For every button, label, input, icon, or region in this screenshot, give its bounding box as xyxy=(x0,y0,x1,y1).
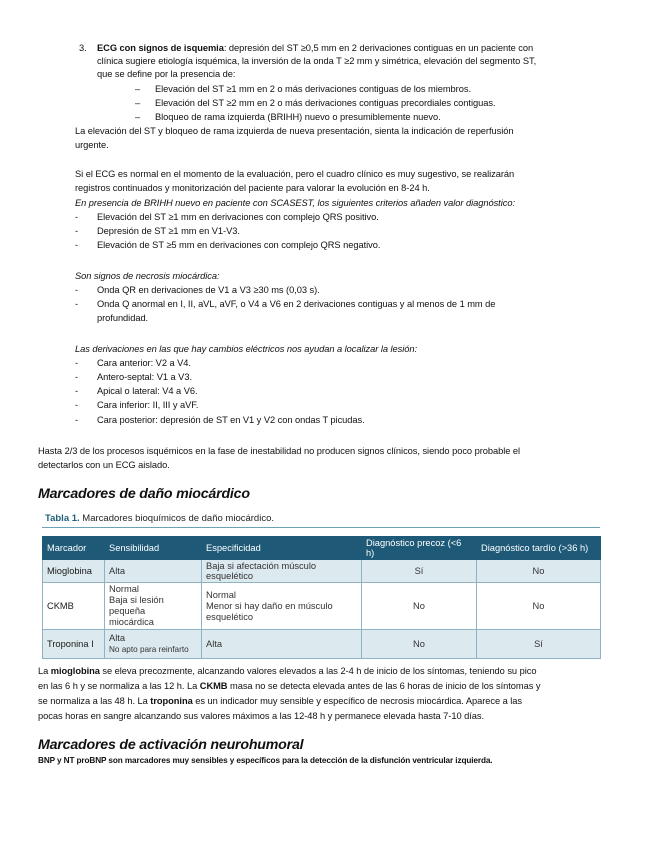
text-run: La xyxy=(38,666,51,676)
bullet-item: Elevación de ST ≥5 mm en derivaciones con complejo QRS negativo. xyxy=(97,240,381,250)
text-run: masa no se detecta elevada antes de las 6 horas de inicio de los síntomas y xyxy=(227,681,541,691)
cell-especificidad xyxy=(202,583,362,630)
text-run: se eleva precozmente, alcanzando valores elevados a las 2-4 h de inicio de los síntomas, teniendo su pico xyxy=(99,666,537,676)
list-item-line: que se define por la presencia de: xyxy=(97,69,236,79)
paragraph-line: La elevación del ST y bloqueo de rama izquierda de nueva presentación, sienta la indicación de reperfusión xyxy=(75,126,514,136)
bold-term: troponina xyxy=(150,696,193,706)
paragraph-line: pocas horas en sangre alcanzando sus valores máximos a las 12-48 h y permanece elevada hasta 7-10 días. xyxy=(38,711,485,721)
dash-marker: – xyxy=(135,84,141,94)
table-header-row xyxy=(43,537,601,560)
list-item-line: clínica sugiere etiología isquémica, la inversión de la onda T ≥2 mm y simétrica, elevación del segmento ST, xyxy=(97,56,537,66)
cell-precoz: Sí xyxy=(362,560,477,583)
cell-line: Menor si hay daño en músculo xyxy=(206,600,333,611)
cell-line: Alta xyxy=(109,633,126,643)
cell-tardio: No xyxy=(477,560,601,583)
table-row xyxy=(43,583,601,630)
bullet-item: Onda Q anormal en I, II, aVL, aVF, o V4 a V6 en 2 derivaciones contiguas y al menos de 1 mm de xyxy=(97,299,496,309)
bullet-item-continuation: profundidad. xyxy=(97,313,149,323)
bullet-marker: - xyxy=(75,358,79,368)
text-run: se normaliza a las 48 h. La xyxy=(38,696,151,706)
caption-label: Tabla 1. xyxy=(45,513,80,524)
header-cell: Diagnóstico tardío (>36 h) xyxy=(477,537,601,560)
text-run: : depresión del ST ≥0,5 mm en 2 derivaciones contiguas en un paciente con xyxy=(223,43,534,53)
paragraph-line: urgente. xyxy=(75,140,109,150)
table-row xyxy=(43,560,601,583)
cell-line: miocárdica xyxy=(109,617,154,627)
bullet-marker: - xyxy=(75,299,79,309)
table-caption xyxy=(45,513,274,524)
list-item-line xyxy=(97,42,533,54)
cell-sensibilidad xyxy=(105,630,202,659)
bullet-item: Cara posterior: depresión de ST en V1 y V2 con ondas T picudas. xyxy=(97,415,365,425)
list-number: 3. xyxy=(79,43,87,53)
italic-intro: Son signos de necrosis miocárdica: xyxy=(75,271,220,281)
bullet-item: Elevación del ST ≥1 mm en derivaciones con complejo QRS positivo. xyxy=(97,212,379,222)
bullet-marker: - xyxy=(75,285,79,295)
paragraph-line: Hasta 2/3 de los procesos isquémicos en la fase de inestabilidad no producen signos clínicos, siendo poco probable el xyxy=(38,446,521,456)
paragraph-line: detectarlos con un ECG aislado. xyxy=(38,460,170,470)
bullet-marker: - xyxy=(75,212,79,222)
bold-term: CKMB xyxy=(199,681,228,691)
bullet-item: Apical o lateral: V4 a V6. xyxy=(97,386,198,396)
paragraph-line: registros continuados y monitorización del paciente para valorar la evolución en 8-24 h. xyxy=(75,183,430,193)
bullet-marker: - xyxy=(75,226,79,236)
header-cell: Marcador xyxy=(43,537,105,560)
cell-line: Baja si lesión pequeña xyxy=(109,595,164,616)
cell-tardio: Sí xyxy=(477,630,601,659)
bullet-marker: - xyxy=(75,400,79,410)
bullet-item: Antero-septal: V1 a V3. xyxy=(97,372,192,382)
cell-especificidad: Alta xyxy=(202,630,362,659)
paragraph-line xyxy=(38,695,522,707)
paragraph-line: Si el ECG es normal en el momento de la evaluación, pero el cuadro clínico es muy sugestivo, se realizarán xyxy=(75,169,515,179)
markers-table xyxy=(42,536,601,659)
paragraph-line: BNP y NT proBNP son marcadores muy sensibles y específicos para la detección de la disfunción ventricular izquierda. xyxy=(38,756,493,765)
text-run: es un indicador muy sensible y específico de necrosis miocárdica. Aparece a las xyxy=(192,696,523,706)
cell-line: esquelético xyxy=(206,611,254,622)
cell-marcador: Troponina I xyxy=(43,630,105,659)
bullet-item: Cara anterior: V2 a V4. xyxy=(97,358,191,368)
caption-rule xyxy=(42,527,600,528)
bold-term: mioglobina xyxy=(50,666,100,676)
cell-precoz: No xyxy=(362,630,477,659)
bullet-marker: - xyxy=(75,386,79,396)
section-heading: Marcadores de activación neurohumoral xyxy=(38,737,304,753)
bold-term: ECG con signos de isquemia xyxy=(97,43,224,53)
header-cell: Especificidad xyxy=(202,537,362,560)
cell-line: Normal xyxy=(109,584,139,594)
header-cell: Sensibilidad xyxy=(105,537,202,560)
bullet-item: Onda QR en derivaciones de V1 a V3 ≥30 ms (0,03 s). xyxy=(97,285,320,295)
text-run: en las 6 h y se normaliza a las 12 h. La xyxy=(38,681,200,691)
bullet-item: Cara inferior: II, III y aVF. xyxy=(97,400,199,410)
dash-marker: – xyxy=(135,98,141,108)
cell-tardio: No xyxy=(477,583,601,630)
paragraph-line xyxy=(38,665,536,677)
dash-marker: – xyxy=(135,112,141,122)
cell-precoz: No xyxy=(362,583,477,630)
header-cell: Diagnóstico precoz (<6 h) xyxy=(362,537,477,560)
italic-intro: Las derivaciones en las que hay cambios eléctricos nos ayudan a localizar la lesión: xyxy=(75,344,418,354)
cell-sensibilidad: Alta xyxy=(105,560,202,583)
sub-item: Elevación del ST ≥1 mm en 2 o más derivaciones contiguas de los miembros. xyxy=(155,84,471,94)
paragraph-line xyxy=(38,680,540,692)
italic-intro: En presencia de BRIHH nuevo en paciente con SCASEST, los siguientes criterios añaden valor diagnóstico: xyxy=(75,198,515,208)
sub-item: Elevación del ST ≥2 mm en 2 o más derivaciones contiguas precordiales contiguas. xyxy=(155,98,496,108)
sub-item: Bloqueo de rama izquierda (BRIHH) nuevo o presumiblemente nuevo. xyxy=(155,112,441,122)
section-heading: Marcadores de daño miocárdico xyxy=(38,486,250,502)
table-row xyxy=(43,630,601,659)
caption-text: Marcadores bioquímicos de daño miocárdico. xyxy=(79,513,274,524)
cell-sensibilidad xyxy=(105,583,202,630)
cell-marcador: Mioglobina xyxy=(43,560,105,583)
bullet-marker: - xyxy=(75,372,79,382)
bullet-marker: - xyxy=(75,415,79,425)
cell-line: No apto para reinfarto xyxy=(109,645,189,654)
bullet-marker: - xyxy=(75,240,79,250)
cell-especificidad: Baja si afectación músculo esquelético xyxy=(202,560,362,583)
cell-marcador: CKMB xyxy=(43,583,105,630)
bullet-item: Depresión de ST ≥1 mm en V1-V3. xyxy=(97,226,240,236)
cell-line: Normal xyxy=(206,589,236,600)
